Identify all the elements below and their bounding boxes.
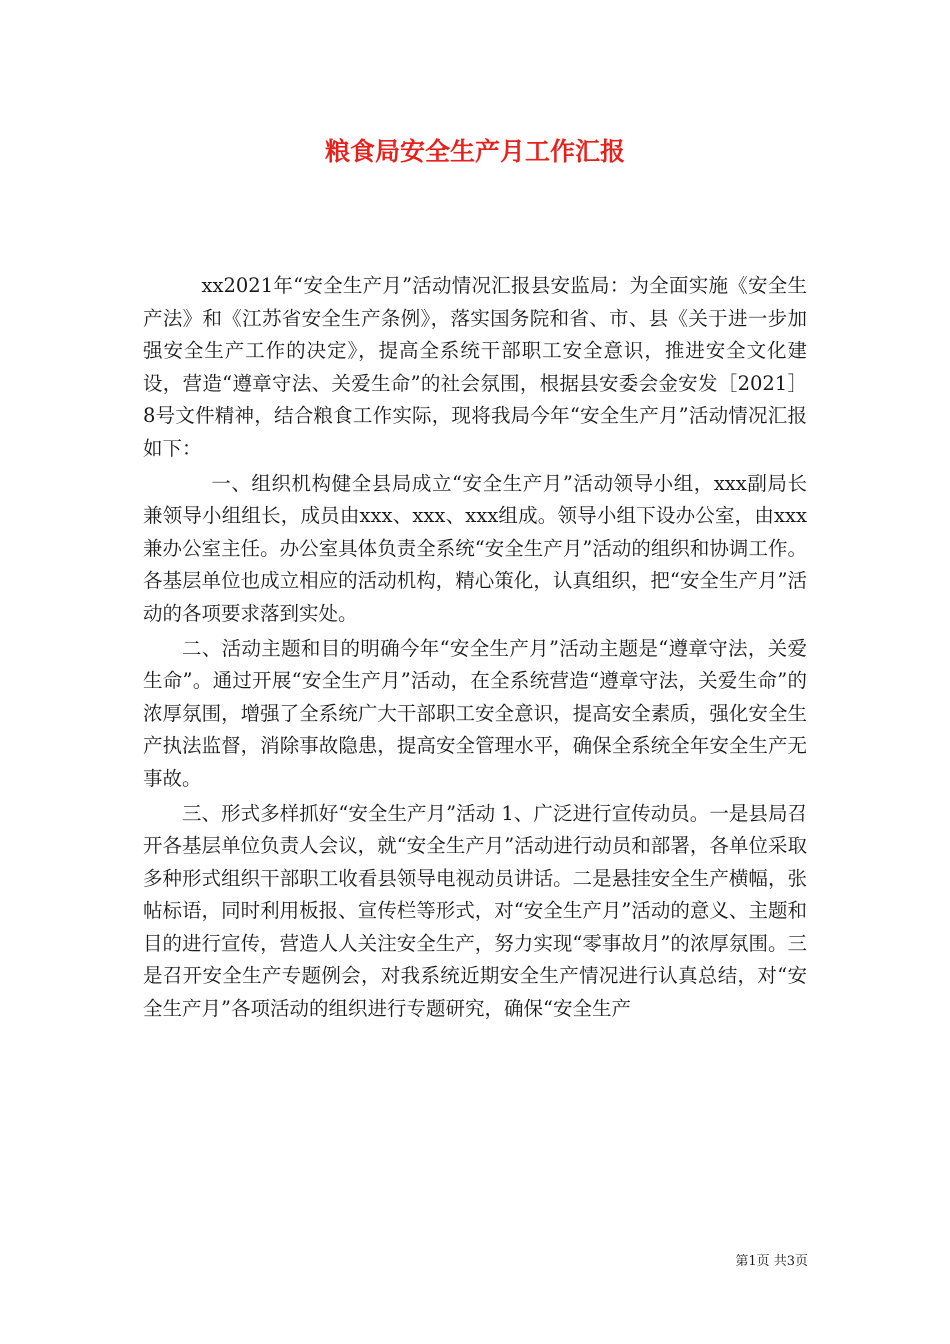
page-number: 第1页 共3页 [735, 1254, 808, 1269]
paragraph-section-1: 一、组织机构健全县局成立“安全生产月”活动领导小组，xxx副局长兼领导小组组长，成员由xxx、xxx、xxx组成。领导小组下设办公室，由xxx兼办公室主任。办公室具体负责全系统“安全生产月”活动的组织和协调工作。各基层单位也成立相应的活动机构，精心策化，认真组织，把“安全生产月”活动的各项要求落到实处。 [143, 471, 807, 625]
paragraph-section-2: 二、活动主题和目的明确今年“安全生产月”活动主题是“遵章守法，关爱生命”。通过开展“安全生产月”活动，在全系统营造“遵章守法，关爱生命”的浓厚氛围，增强了全系统广大干部职工安全意识，提高安全素质，强化安全生产执法监督，消除事故隐患，提高安全管理水平，确保全系统全年安全生产无事故。 [143, 636, 807, 790]
paragraph-intro: xx2021年“安全生产月”活动情况汇报县安监局：为全面实施《安全生产法》和《江苏省安全生产条例》，落实国务院和省、市、县《关于进一步加强安全生产工作的决定》，提高全系统干部职工安全意识，推进安全文化建设，营造“遵章守法、关爱生命”的社会氛围，根据县安委会金安发［2021］8号文件精神，结合粮食工作实际，现将我局今年“安全生产月”活动情况汇报如下： [143, 274, 807, 460]
paragraph-section-3: 三、形式多样抓好“安全生产月”活动 1、广泛进行宣传动员。一是县局召开各基层单位负责人会议，就“安全生产月”活动进行动员和部署，各单位采取多种形式组织干部职工收看县领导电视动员讲话。二是悬挂安全生产横幅，张帖标语，同时利用板报、宣传栏等形式，对“安全生产月”活动的意义、主题和目的进行宣传，营造人人关注安全生产，努力实现“零事故月”的浓厚氛围。三是召开安全生产专题例会，对我系统近期安全生产情况进行认真总结，对“安全生产月”各项活动的组织进行专题研究，确保“安全生产 [143, 801, 807, 1021]
page-title: 粮食局安全生产月工作汇报 [324, 137, 625, 166]
document-body [143, 270, 807, 1028]
